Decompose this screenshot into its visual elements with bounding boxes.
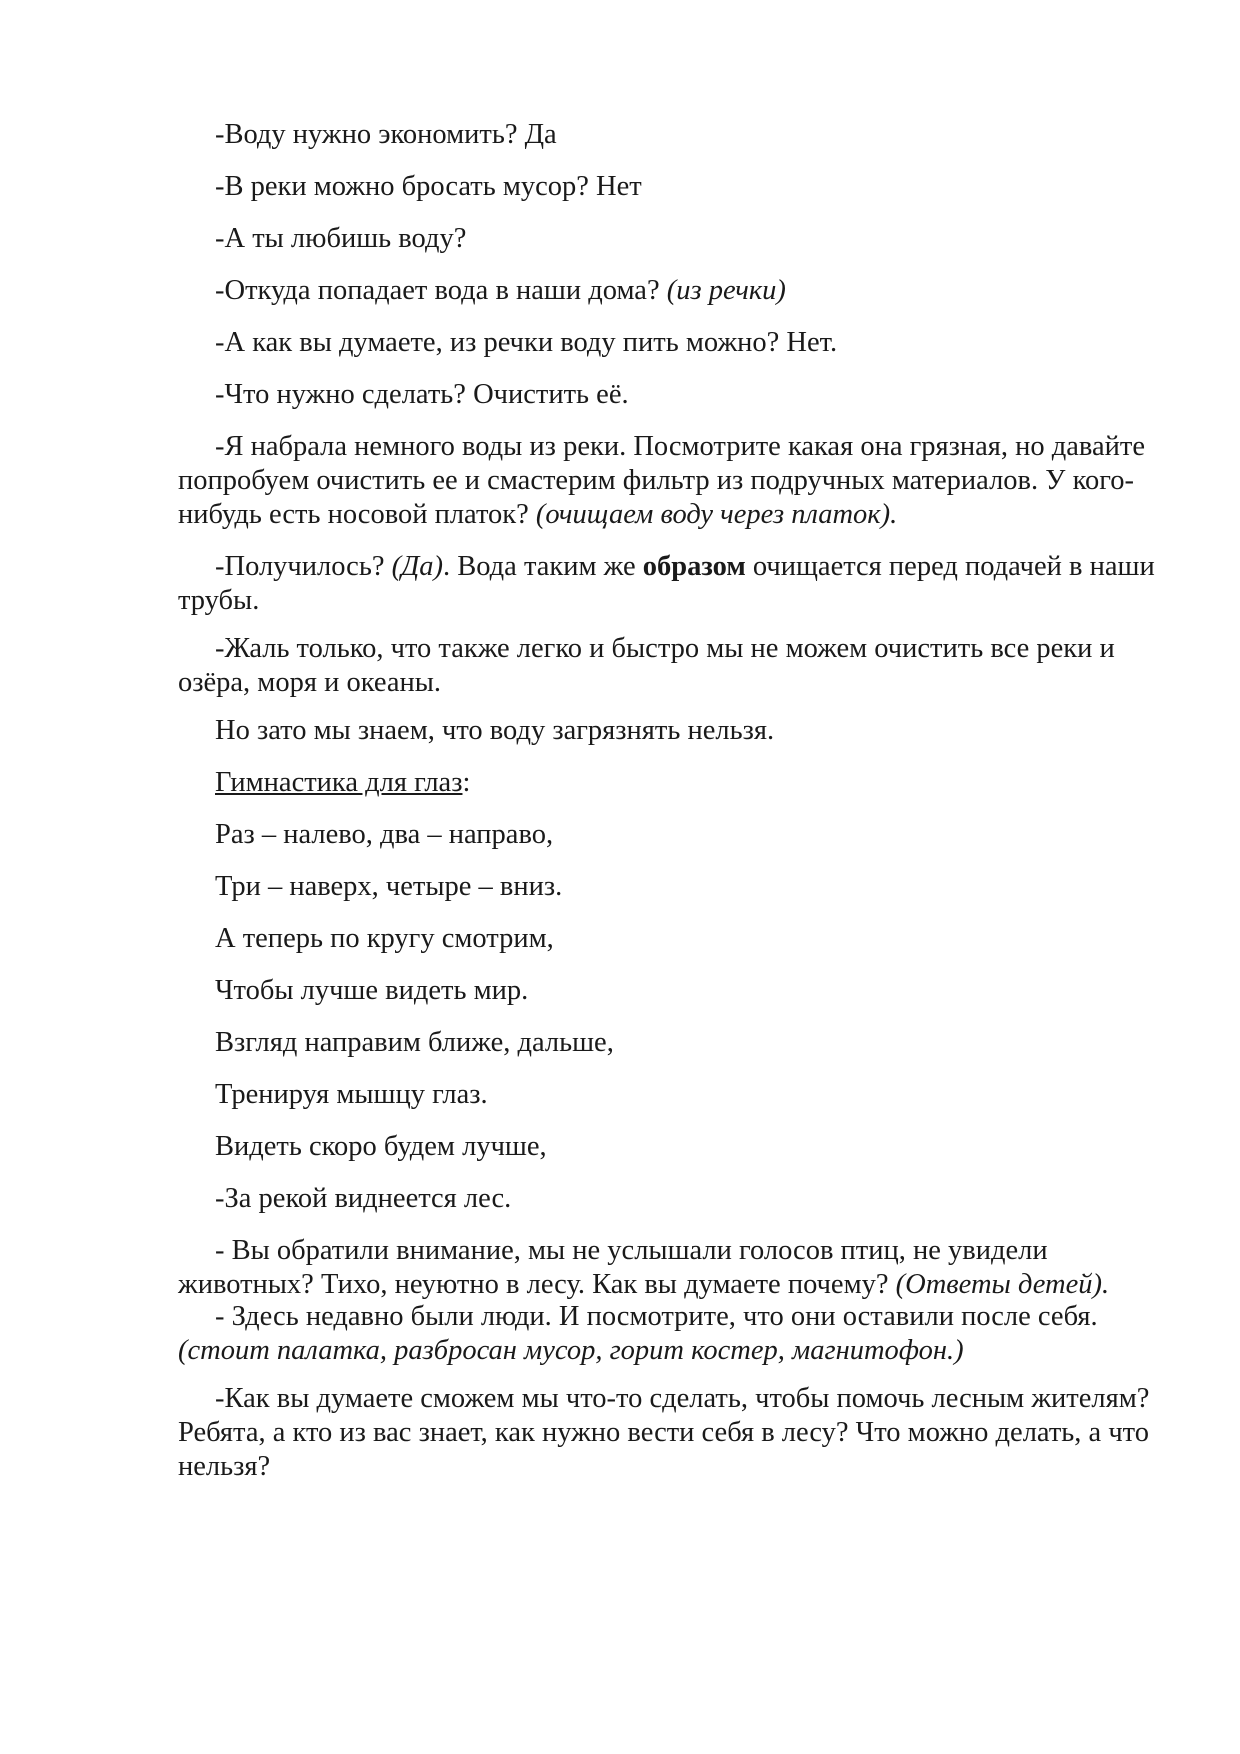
paragraph-text: Тренируя мышцу глаз.	[215, 1079, 488, 1110]
paragraph-text: -В реки можно бросать мусор? Нет	[215, 171, 642, 202]
poem-line-3	[178, 922, 1158, 956]
italic-note: (очищаем воду через платок).	[535, 499, 898, 530]
paragraph-text: Чтобы лучше видеть мир.	[215, 975, 529, 1006]
paragraph-3	[178, 222, 1158, 256]
poem-line-4	[178, 974, 1158, 1008]
paragraph-text: -Я набрала немного воды из реки. Посмотрите какая она грязная, но давайте попробуем очистить ее и смастерим фильтр из подручных материалов. У кого-нибудь есть носовой платок?	[178, 431, 1146, 530]
paragraph-text: - Здесь недавно были люди. И посмотрите, что они оставили после себя.	[215, 1301, 1098, 1332]
poem-line-1	[178, 818, 1158, 852]
paragraph-text: Взгляд направим ближе, дальше,	[215, 1027, 614, 1058]
paragraph-8	[178, 550, 1158, 618]
paragraph-text: А теперь по кругу смотрим,	[215, 923, 554, 954]
paragraph-5	[178, 326, 1158, 360]
paragraph-text: Но зато мы знаем, что воду загрязнять нельзя.	[215, 715, 775, 746]
bold-word: образом	[642, 551, 746, 582]
paragraph-4	[178, 274, 1158, 308]
paragraph-6	[178, 378, 1158, 412]
paragraph-text: Три – наверх, четыре – вниз.	[215, 871, 563, 902]
paragraph-text: Видеть скоро будем лучше,	[215, 1131, 547, 1162]
paragraph-text: -А как вы думаете, из речки воду пить можно? Нет.	[215, 327, 838, 358]
paragraph-10	[178, 714, 1158, 748]
paragraph-22	[178, 1382, 1158, 1484]
poem-line-6	[178, 1078, 1158, 1112]
paragraph-text: Раз – налево, два – направо,	[215, 819, 554, 850]
paragraph-text: -Получилось?	[215, 551, 392, 582]
paragraph-19	[178, 1182, 1158, 1216]
paragraph-7	[178, 430, 1158, 532]
poem-line-7	[178, 1130, 1158, 1164]
heading-colon: :	[462, 767, 471, 798]
paragraph-text: - Вы обратили внимание, мы не услышали голосов птиц, не увидели животных? Тихо, неуютно в лесу. Как вы думаете почему?	[178, 1235, 1048, 1300]
paragraph-text: очищается перед подачей в наши трубы.	[178, 551, 1155, 616]
underlined-heading: Гимнастика для глаз	[215, 767, 463, 798]
paragraph-2	[178, 170, 1158, 204]
paragraph-1	[178, 118, 1158, 152]
paragraph-text: -А ты любишь воду?	[215, 223, 467, 254]
poem-line-5	[178, 1026, 1158, 1060]
paragraph-text: -Что нужно сделать? Очистить её.	[215, 379, 629, 410]
paragraph-text: . Вода таким же	[442, 551, 643, 582]
paragraph-text: -Как вы думаете сможем мы что-то сделать, чтобы помочь лесным жителям? Ребята, а кто из вас знает, как нужно вести себя в лесу? Что можно делать, а что нельзя?	[178, 1383, 1150, 1482]
italic-note: (стоит палатка, разбросан мусор, горит костер, магнитофон.)	[178, 1335, 964, 1366]
paragraph-9	[178, 632, 1158, 700]
italic-note: (Да)	[391, 551, 443, 582]
paragraph-text: -Откуда попадает вода в наши дома?	[215, 275, 667, 306]
paragraph-20	[178, 1234, 1158, 1302]
poem-line-2	[178, 870, 1158, 904]
paragraph-text: -За рекой виднеется лес.	[215, 1183, 512, 1214]
italic-note: (из речки)	[666, 275, 786, 306]
italic-note: (Ответы детей).	[895, 1269, 1110, 1300]
paragraph-text: -Жаль только, что также легко и быстро мы не можем очистить все реки и озёра, моря и океаны.	[178, 633, 1115, 698]
section-heading	[178, 766, 1158, 800]
paragraph-text: -Воду нужно экономить? Да	[215, 119, 557, 150]
paragraph-21	[178, 1300, 1158, 1368]
